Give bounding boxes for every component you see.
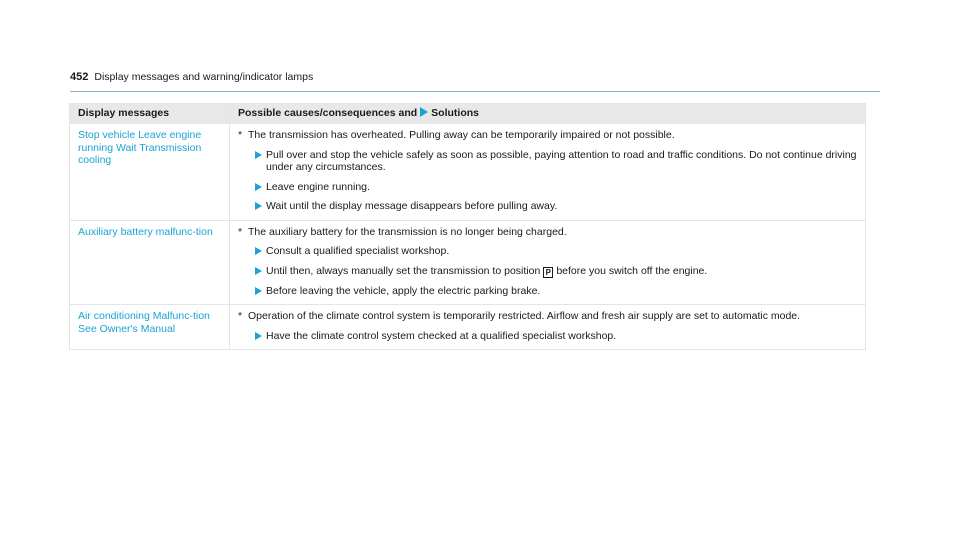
solution-item: Leave engine running. <box>238 181 857 194</box>
solution-item: Wait until the display message disappears before pulling away. <box>238 200 857 213</box>
solution-arrow-icon <box>255 183 262 191</box>
solution-arrow-icon <box>255 267 262 275</box>
column-header-causes-solutions <box>230 104 866 124</box>
solution-item: Pull over and stop the vehicle safely as soon as possible, paying attention to road and traffic conditions. Do not continue driving under any circumstances. <box>238 149 857 174</box>
display-message: Auxiliary battery malfunc-tion <box>70 220 230 305</box>
solution-arrow-icon <box>255 332 262 340</box>
table-header-row <box>70 104 866 124</box>
display-messages-table <box>69 103 866 350</box>
table-row <box>70 220 866 305</box>
cause-text: * The transmission has overheated. Pulling away can be temporarily impaired or not possible. <box>238 129 675 141</box>
solution-arrow-icon <box>255 287 262 295</box>
cause-text: * Operation of the climate control system is temporarily restricted. Airflow and fresh air supply are set to automatic mode. <box>238 310 801 322</box>
cause-text: * The auxiliary battery for the transmission is no longer being charged. <box>238 225 567 238</box>
display-message: Stop vehicle Leave engine running Wait Transmission cooling <box>70 124 230 221</box>
solution-item: Have the climate control system checked at a qualified specialist workshop. <box>238 330 857 343</box>
park-position-p-icon: P <box>543 267 553 278</box>
column-header-display-messages: Display messages <box>70 104 230 124</box>
causes-solutions-cell <box>230 124 866 221</box>
solution-item: Consult a qualified specialist workshop. <box>238 245 857 258</box>
page-number: 452 <box>70 71 89 83</box>
table-row <box>70 124 866 221</box>
table-row <box>70 305 866 350</box>
solution-item: Until then, always manually set the transmission to position P before you switch off the engine. <box>238 265 857 278</box>
causes-solutions-cell <box>230 220 866 305</box>
column-header-causes-label: Possible causes/consequences and <box>238 107 418 120</box>
solution-arrow-icon <box>255 247 262 255</box>
page-header <box>70 71 880 92</box>
solution-arrow-icon <box>255 151 262 159</box>
asterisk: * <box>238 310 243 322</box>
column-header-solutions-label: Solutions <box>431 107 480 120</box>
causes-solutions-cell <box>230 305 866 350</box>
asterisk: * <box>238 129 243 141</box>
solution-arrow-icon <box>255 202 262 210</box>
page-title: Display messages and warning/indicator lamps <box>94 71 314 83</box>
solution-item: Before leaving the vehicle, apply the electric parking brake. <box>238 285 857 298</box>
asterisk: * <box>238 225 243 238</box>
solution-arrow-icon <box>420 107 428 117</box>
display-message: Air conditioning Malfunc-tion See Owner's Manual <box>70 305 230 350</box>
